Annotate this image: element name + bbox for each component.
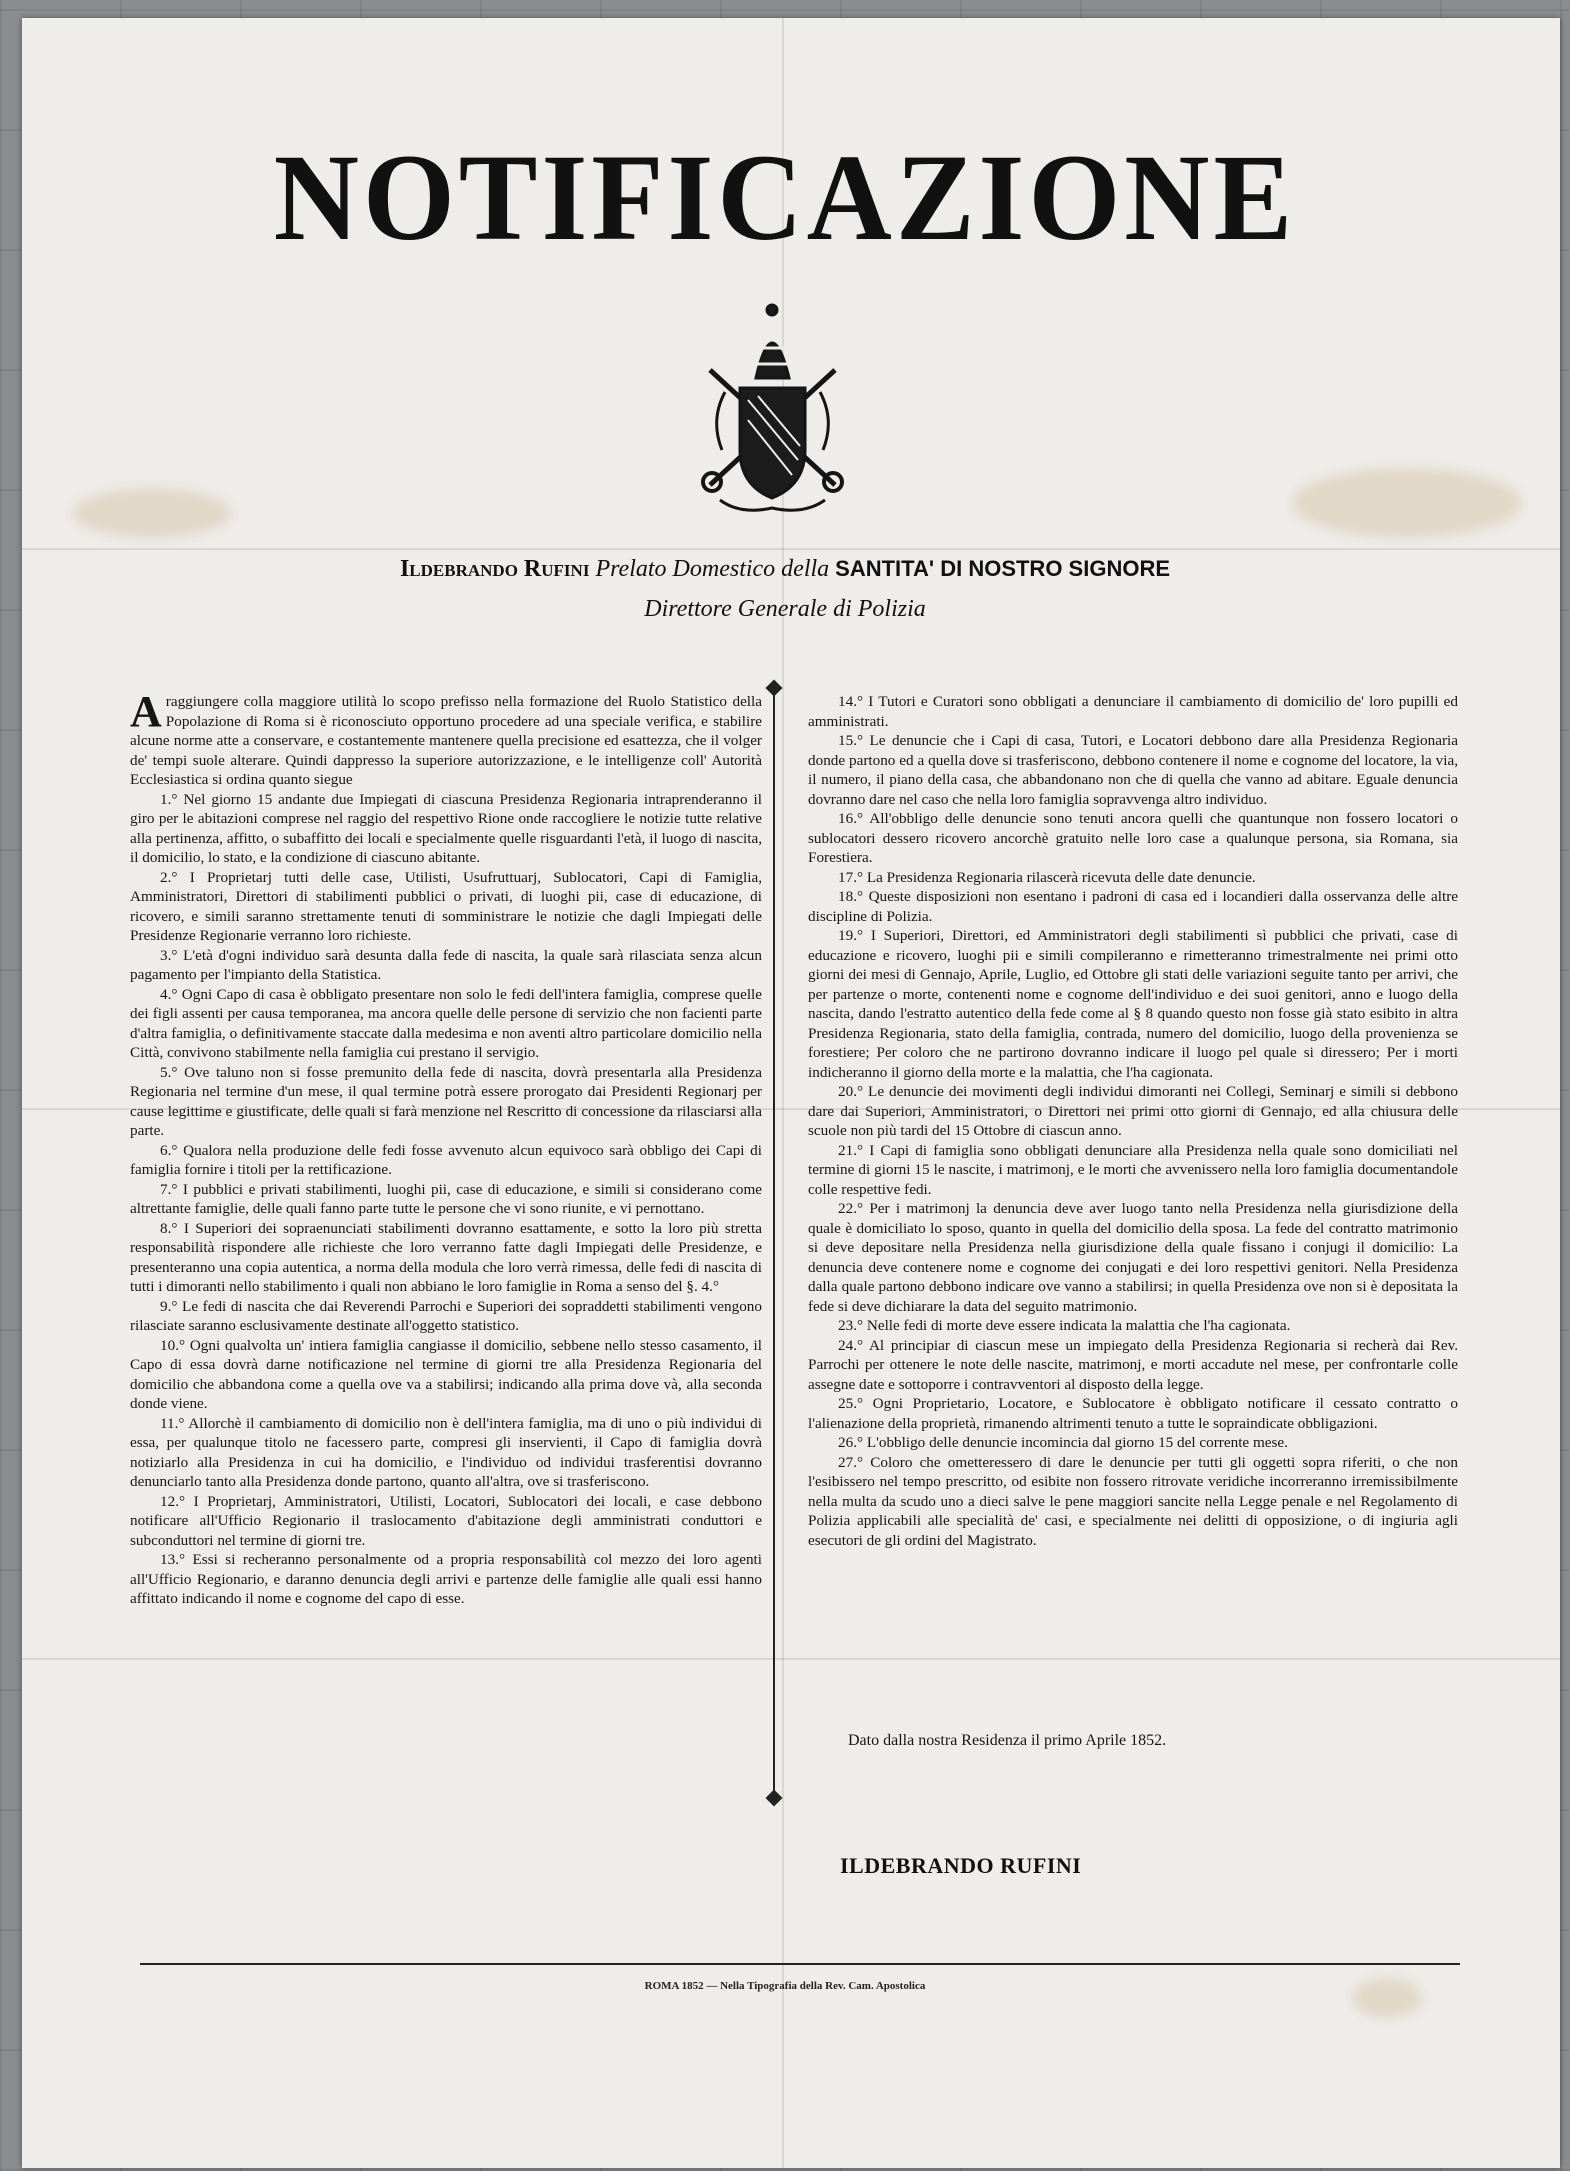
stain (1292, 468, 1522, 538)
paragraph: 26.° L'obbligo delle denuncie incomincia dal giorno 15 del corrente mese. (838, 1434, 1288, 1451)
paragraph: 17.° La Presidenza Regionaria rilascerà ricevuta delle date denuncie. (838, 868, 1256, 886)
paragraph: 18.° Queste disposizioni non esentano i padroni di casa ed i locandieri dalla osservanza delle altre discipline di Polizia. (808, 888, 1458, 925)
paragraph: 13.° Essi si recheranno personalmente od a propria responsabilità col mezzo dei loro agenti all'Ufficio Regionario, e daranno denuncia degli arrivi e partenze delle famiglie alle quali essi hanno affittato indicando il nome e cognome del capo di esse. (130, 1551, 762, 1607)
paragraph: 6.° Qualora nella produzione delle fedi fosse avvenuto alcun equivoco sarà obbligo dei Capi di famiglia fornire i titoli per la rettificazione. (130, 1141, 762, 1178)
issuer-line (0, 556, 1570, 583)
issuer-name: Ildebrando Rufini (399, 556, 590, 582)
paragraph: 27.° Coloro che ometteressero di dare le denuncie per tutti gli oggetti sopra riferiti, o che non l'esibissero nel tempo prescritto, od esibite non fossero ritrovate veridiche incorreranno irremissibilmente nella multa da scudo uno a dieci salve le pene maggiori sancite nella Legge penale e nel Regolamento di Polizia applicabili alle specialità de' casi, e specialmente nei delitti di opposizione, o di ingiuria agli esecutori de gli ordini del Magistrato. (808, 1453, 1458, 1549)
papal-coat-of-arms-icon (700, 300, 845, 520)
footer-rule (140, 1963, 1460, 1965)
paragraph: 19.° I Superiori, Direttori, ed Amministratori degli stabilimenti sì pubblici che privati, case di educazione e ricovero, luoghi pii e simili compileranno e rimetteranno trimestralmente nei primi otto giorni dei mesi di Gennajo, Aprile, Luglio, ed Ottobre gli stati delle variazioni seguite tanto per arrivi, che per partenze o morte, contenenti nome e cognome dell'individuo e dei suoi genitori, anno e luogo della nascita, dando l'estratto autentico della fede come al § 8 quando questo non fosse già stato esibito in altra Presidenza Regionaria, stato della famiglia, contrada, numero del domicilio, luogo della provenienza se forestiere; Per coloro che ne partirono dovranno indicare il luogo pel quale si diressero; Per i morti indicheranno il giorno della morte e la malattia, che l'ha cagionata. (808, 927, 1458, 1081)
right-column (808, 692, 1458, 1550)
paragraph: 21.° I Capi di famiglia sono obbligati denunciare alla Presidenza nella quale sono domiciliati nel termine di giorni 15 le nascite, i matrimonj, e le morti che avvenissero nella loro famiglia documentandole colle respettive fedi. (808, 1141, 1458, 1198)
issuer-role: Direttore Generale di Polizia (644, 596, 926, 622)
paragraph: 15.° Le denuncie che i Capi di casa, Tutori, e Locatori debbono dare alla Presidenza Regionaria donde partono ed a quella dove si trasferiscono, debbono contenere il nome e cognome del locatore, la via, il numero, il piano della casa, che abbandonano non che di quella che vanno ad abitare. Eguale denuncia dovranno dare nel caso che nella loro famiglia sopravvenga altro individuo. (808, 732, 1458, 808)
paragraph: 10.° Ogni qualvolta un' intiera famiglia cangiasse il domicilio, sebbene nello stesso casamento, il Capo di essa dovrà darne notificazione nel termine di giorni tre alla Presidenza Regionaria del domicilio che abbandona come a quella ove va a stabilirsi; indicando alla prima dove và, alla seconda donde viene. (130, 1336, 762, 1412)
poster-title: NOTIFICAZIONE (273, 128, 1297, 267)
left-column (130, 687, 762, 1609)
date-line: Dato dalla nostra Residenza il primo Aprile 1852. (848, 1732, 1167, 1749)
paragraph: 5.° Ove taluno non si fosse premunito della fede di nascita, dovrà presentarla alla Presidenza Regionaria nel termine d'un mese, il qual termine potrà essere prorogato dai Presidenti Regionarj per cause legittime e giustificate, delle quali si farà menzione nel Rescritto di concessione da rilasciarsi alla parte. (130, 1063, 762, 1139)
paragraph: 4.° Ogni Capo di casa è obbligato presentare non solo le fedi dell'intera famiglia, comprese quelle dei figli assenti per causa temporanea, ma ancora quelle delle persone di servizio che non facienti parte d'altra famiglia, o definitivamente staccate dalla medesima e non aventi altro particolare domicilio nella Città, convivono stabilmente nella famiglia cui prestano il servigio. (130, 985, 762, 1061)
paragraph: 12.° I Proprietarj, Amministratori, Utilisti, Locatori, Sublocatori dei locali, e case debbono notificare all'Ufficio Regionario il traslocamento d'abitazione degli amministrati conduttori e subconduttori nel termine di giorni tre. (130, 1492, 762, 1549)
fold-line (22, 1658, 1560, 1660)
paragraph: 24.° Al principiar di ciascun mese un impiegato della Presidenza Regionaria si recherà dai Rev. Parrochi per ottenere le note delle nascite, matrimonj, e morti accadute nel mese, per confrontarle colle assegne date e sottoporre i contravventori al disposto della legge. (808, 1336, 1458, 1393)
paragraph: 14.° I Tutori e Curatori sono obbligati a denunciare il cambiamento di domicilio de' loro pupilli ed amministrati. (808, 693, 1458, 730)
signature: ILDEBRANDO RUFINI (840, 1853, 1082, 1878)
paragraph: 2.° I Proprietarj tutti delle case, Utilisti, Usufruttuarj, Sublocatori, Capi di Famiglia, Amministratori, Direttori di stabilimenti pubblici o privati, di luoghi pii, case di educazione, di ricovero, e simili saranno strettamente tenuti di somministrare le notizie che dagli Impiegati delle Presidenze Regionarie verranno loro richieste. (130, 868, 762, 944)
fold-line (22, 548, 1560, 550)
paragraph: 22.° Per i matrimonj la denuncia deve aver luogo tanto nella Presidenza nella giurisdizione della quale è domiciliato lo sposo, quanto in quella del domicilio della sposa. La fede del contratto matrimonio si deve depositare nella Presidenza nella giurisdizione della quale fissano i conjugi il domicilio: La denuncia deve contenere nome e cognome dei conjugati e dei loro respettivi genitori. Nella Presidenza dalla quale partono debbono indicare ove vanno a stabilirsi; in quella Presidenza ove non si è depositata la fede si deve dichiarare la data del seguito matrimonio. (808, 1200, 1458, 1315)
paragraph: 1.° Nel giorno 15 andante due Impiegati di ciascuna Presidenza Regionaria intraprenderanno il giro per le abitazioni comprese nel raggio del respettivo Rione onde raccogliere le notizie tutte relative alla pertinenza, affitto, o subaffitto dei locali e specialmente quelle risguardanti l'età, il luogo di nascita, il domicilio, lo stato, e la condizione di ciascuno abitante. (130, 790, 762, 866)
paragraph: 16.° All'obbligo delle denuncie sono tenuti ancora quelli che quantunque non fossero locatori o sublocatori dessero ricovero ancorchè gratuito nelle loro case a qualunque persona, sia Romana, sia Forestiera. (808, 810, 1458, 866)
paragraph: 11.° Allorchè il cambiamento di domicilio non è dell'intera famiglia, ma di uno o più individui di essa, per qualunque titolo ne facessero parte, compresi gli inservienti, il Capo di famiglia dovrà notiziarlo alla Presidenza in cui ha domicilio, e l'individuo od individui trasferentisi dovranno denunciarlo tanto alla Presidenza donde partono, quanto all'altra, ove si trasferiscono. (130, 1414, 762, 1490)
intro-text: raggiungere colla maggiore utilità lo scopo prefisso nella formazione del Ruolo Statistico della Popolazione di Roma si è riconosciuto opportuno procedere ad una speciale verifica, e stabilire alcune norme atte a conservare, e costantemente mantenere quella precisione ed esattezza, che il volger de' tempi suole alterare. Quindi dappresso la superiore autorizzazione, e le intelligenze coll' Autorità Ecclesiastica si ordina quanto siegue (130, 693, 762, 788)
paragraph: 7.° I pubblici e privati stabilimenti, luoghi pii, case di educazione, e simili si considerano come altrettante famiglie, delle quali fanno parte tutte le persone che vi sono riunite, e vi pernottano. (130, 1180, 762, 1217)
paragraph: 23.° Nelle fedi di morte deve essere indicata la malattia che l'ha cagionata. (838, 1317, 1291, 1334)
paragraph: 9.° Le fedi di nascita che dai Reverendi Parrochi e Superiori dei sopraddetti stabilimenti vengono rilasciate saranno esclusivamente destinate all'oggetto statistico. (130, 1297, 762, 1334)
paragraph (130, 687, 762, 790)
paragraph: 3.° L'età d'ogni individuo sarà desunta dalla fede di nascita, la quale sarà rilasciata senza alcun pagamento per l'impianto della Statistica. (130, 946, 762, 983)
dropcap: A (130, 687, 162, 736)
issuer-title: Prelato Domestico della (595, 556, 830, 582)
paragraph: 20.° Le denuncie dei movimenti degli individui dimoranti nei Collegi, Seminarj e simili si debbono dare dai Superiori, Amministratori, o Direttori nei primi otto giorni di Gennajo, ed alla chiusura delle scuole non più tardi del 15 Ottobre di ciascun anno. (808, 1083, 1458, 1139)
printer-imprint: ROMA 1852 — Nella Tipografia della Rev. Cam. Apostolica (644, 1980, 926, 1992)
stain (72, 488, 232, 538)
column-divider (773, 688, 775, 1798)
issuer-title-bold: SANTITA' DI NOSTRO SIGNORE (835, 556, 1171, 581)
paragraph: 25.° Ogni Proprietario, Locatore, e Sublocatore è obbligato notificare il cessato contratto o l'alienazione della proprietà, rimanendo altrimenti tenuto a tutte le sopraindicate obbligazioni. (808, 1395, 1458, 1432)
paragraph: 8.° I Superiori dei sopraenunciati stabilimenti dovranno esattamente, e sotto la loro più stretta responsabilità rispondere alle richieste che loro verranno fatte dagli Impiegati delle Presidenze, e presenteranno una copia autentica, a norma della modula che loro verrà rimessa, delle fedi di nascita di tutti i dimoranti nello stabilimento i quali non abbiano le loro famiglie in Roma a senso del §. 4.° (130, 1219, 762, 1295)
